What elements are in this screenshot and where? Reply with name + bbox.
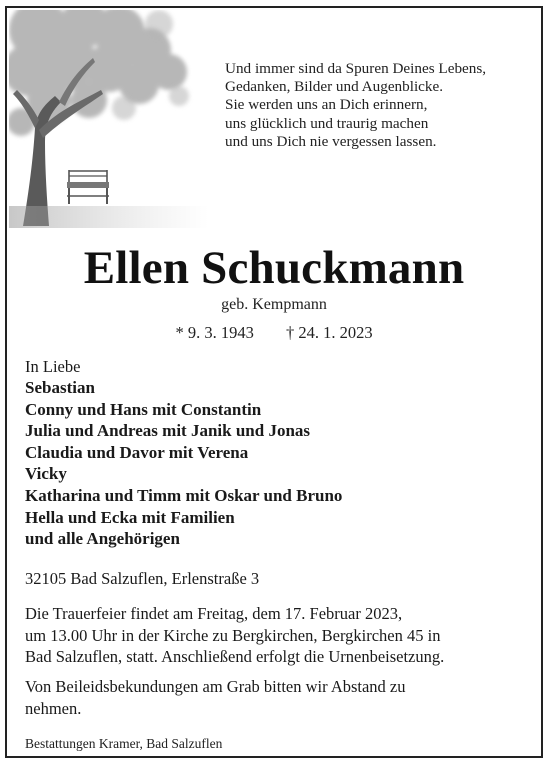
mourner-name: Vicky	[25, 464, 67, 484]
mourners-intro: In Liebe	[25, 357, 81, 376]
mourner-name: Hella und Ecka mit Familien	[25, 507, 235, 527]
obituary-card	[5, 6, 543, 758]
life-dates	[7, 322, 541, 344]
poem-line: Sie werden uns an Dich erinnern,	[225, 96, 428, 114]
poem-line: Gedanken, Bilder und Augenblicke.	[225, 78, 444, 96]
tree-bench-illustration	[9, 10, 209, 228]
family-address: 32105 Bad Salzuflen, Erlenstraße 3	[25, 569, 260, 588]
undertaker-credit: Bestattungen Kramer, Bad Salzuflen	[25, 736, 223, 751]
mourner-name: Conny und Hans mit Constantin	[25, 399, 262, 419]
deceased-name: Ellen Schuckmann	[83, 242, 465, 294]
mourner-name: und alle Angehörigen	[25, 529, 180, 549]
ceremony-line: Die Trauerfeier findet am Freitag, dem 17. Februar 2023,	[25, 604, 403, 623]
mourner-name: Sebastian	[25, 378, 95, 397]
poem	[225, 60, 535, 151]
condolence-line: nehmen.	[25, 698, 82, 718]
mourner-name: Katharina und Timm mit Oskar und Bruno	[25, 485, 343, 505]
poem-line: uns glücklich und traurig machen	[225, 114, 429, 132]
death-date: † 24. 1. 2023	[285, 323, 373, 342]
tree-icon	[9, 10, 189, 226]
ceremony-line: um 13.00 Uhr in der Kirche zu Bergkirchen, Bergkirchen 45 in	[25, 625, 441, 645]
maiden-name: geb. Kempmann	[221, 296, 327, 313]
ceremony-notice	[25, 603, 444, 668]
poem-line: und uns Dich nie vergessen lassen.	[225, 132, 437, 150]
poem-line: Und immer sind da Spuren Deines Lebens,	[225, 60, 487, 77]
bench-icon	[67, 170, 109, 204]
ceremony-line: Bad Salzuflen, statt. Anschließend erfolgt die Urnenbeisetzung.	[25, 647, 445, 666]
condolence-line: Von Beileidsbekundungen am Grab bitten wir Abstand zu	[25, 677, 406, 696]
mourner-name: Julia und Andreas mit Janik und Jonas	[25, 421, 311, 441]
birth-date: * 9. 3. 1943	[175, 323, 254, 342]
mourners-list	[25, 356, 342, 550]
condolence-request	[25, 676, 406, 719]
mourner-name: Claudia und Davor mit Verena	[25, 442, 249, 462]
